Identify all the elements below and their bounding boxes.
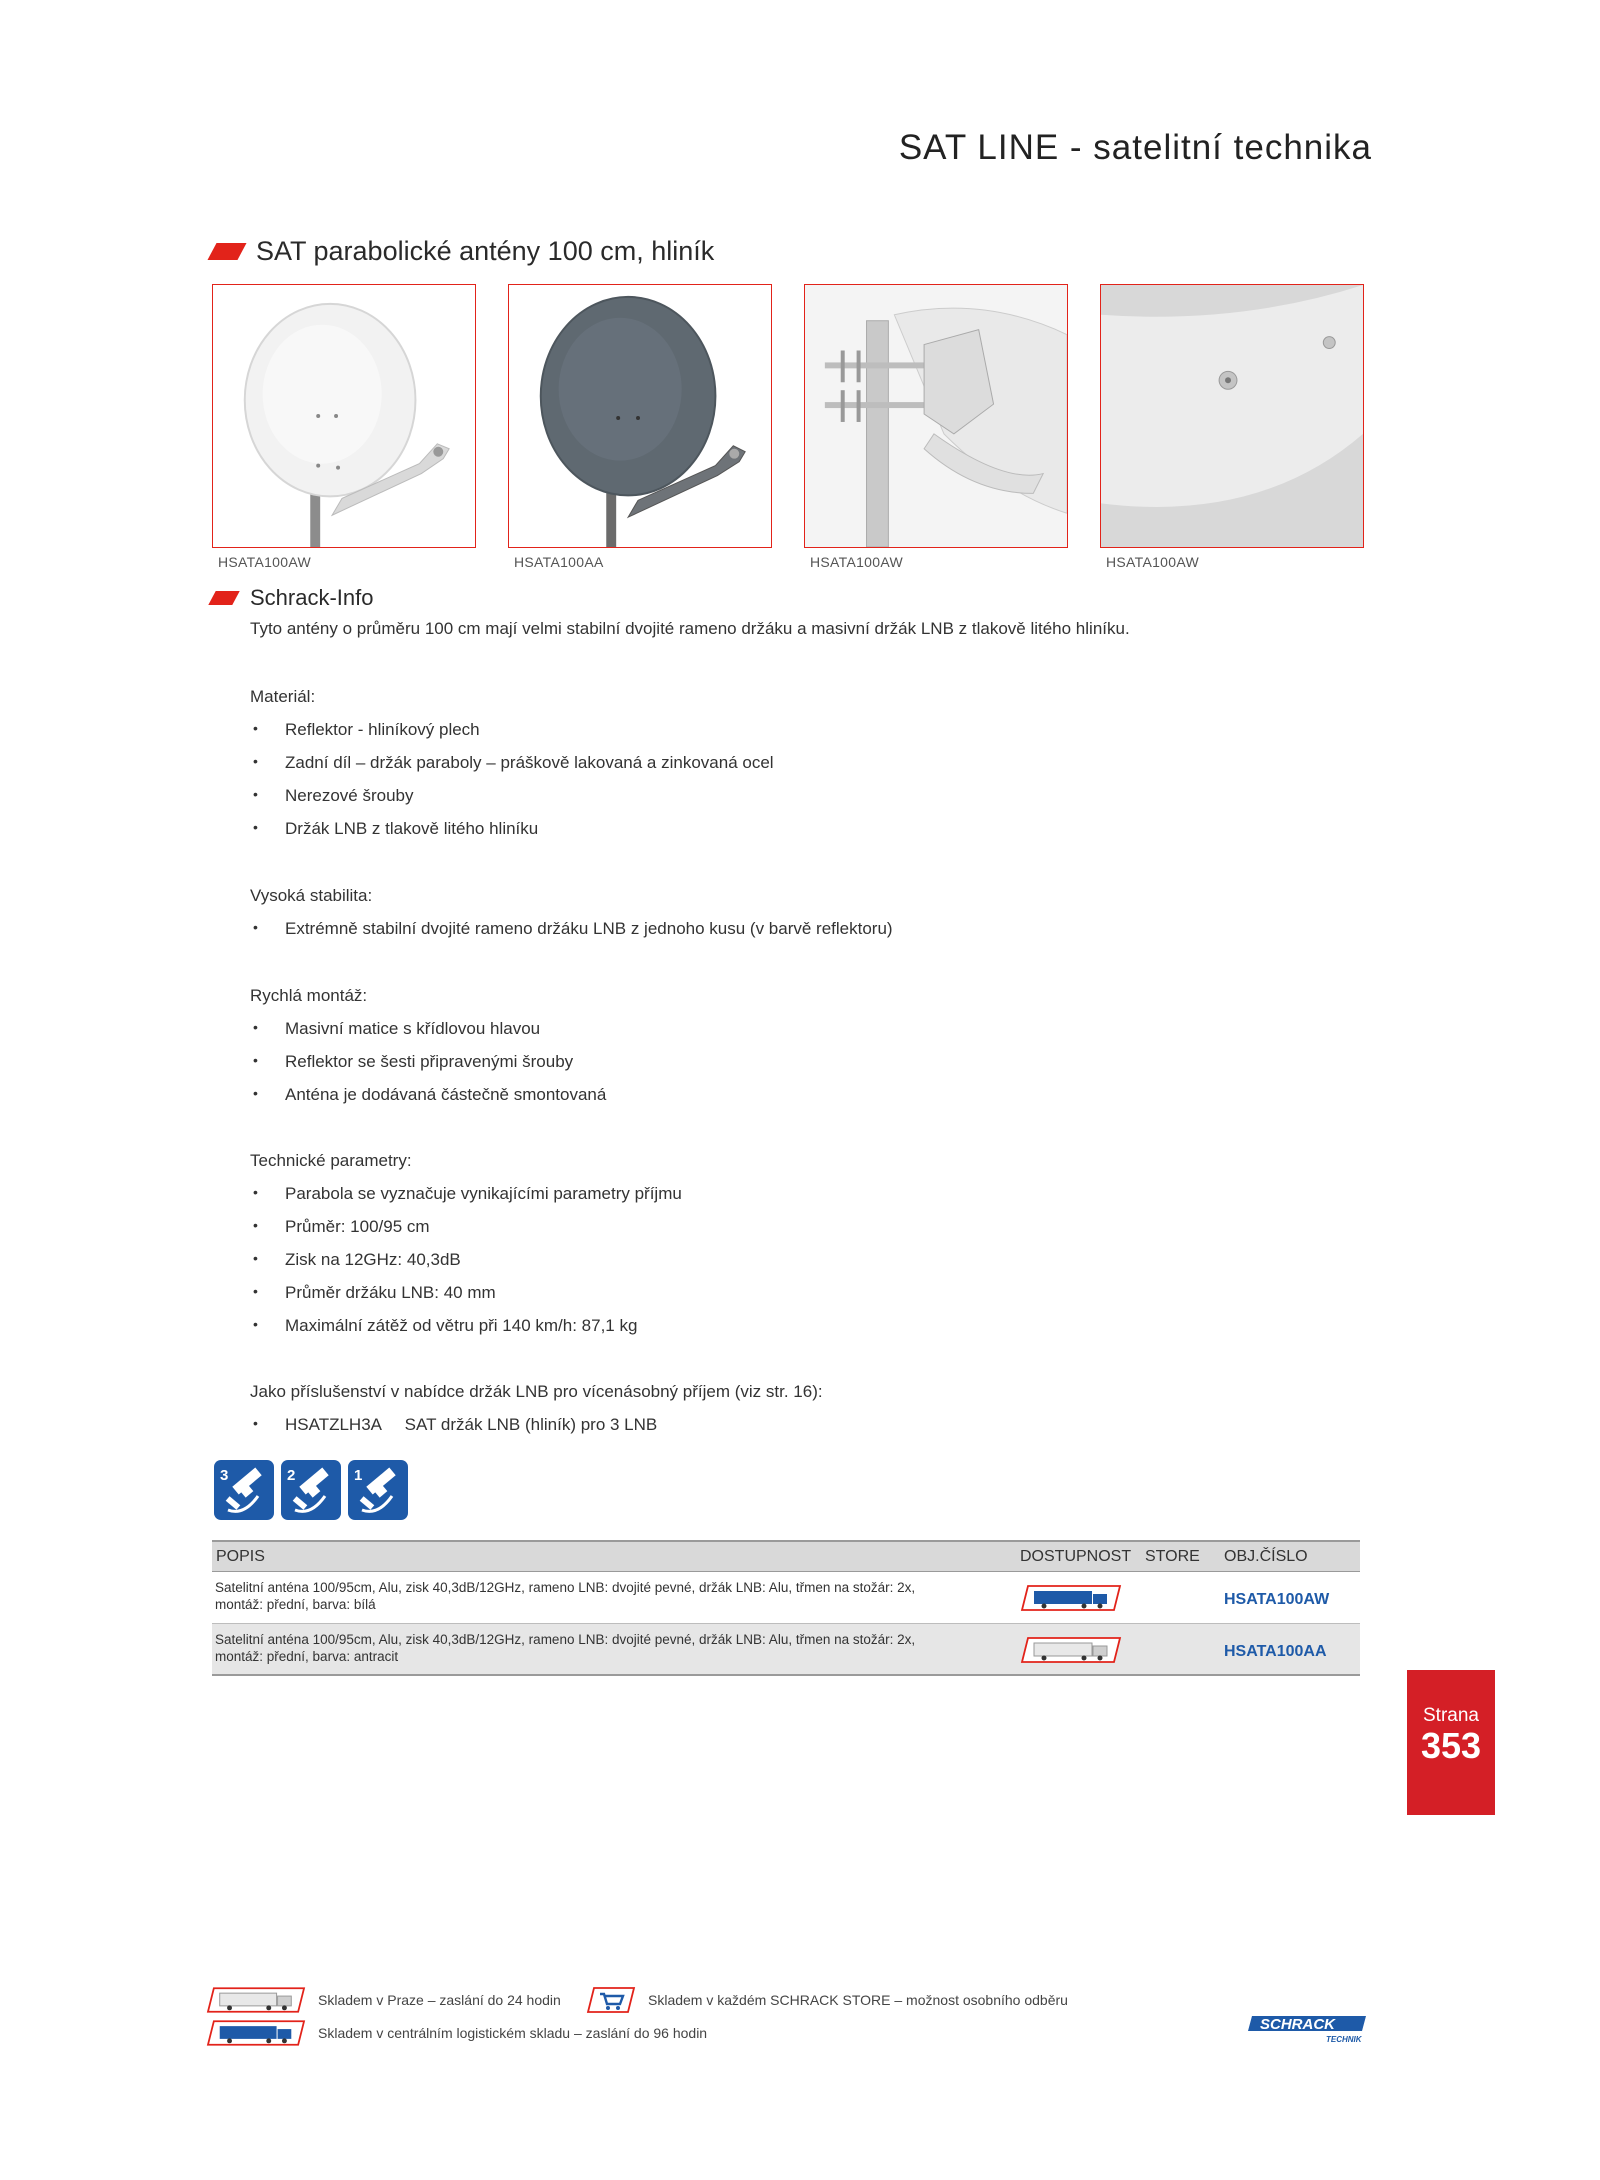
- page-number: 353: [1420, 1725, 1482, 1766]
- central-stock-truck-icon: [206, 2019, 306, 2047]
- shopping-cart-icon: [586, 1986, 636, 2014]
- info-title: Schrack-Info: [250, 585, 374, 610]
- list-item: • Masivní matice s křídlovou hlavou: [253, 1019, 541, 1038]
- section-heading: [212, 236, 714, 267]
- svg-text:2: 2: [287, 1467, 296, 1484]
- table-row[interactable]: [212, 1624, 1360, 1676]
- prague-stock-truck-icon: [1020, 1636, 1122, 1664]
- svg-text:SCHRACK: SCHRACK: [1260, 2016, 1335, 2033]
- legend-central: Skladem v centrálním logistickém skladu – zaslání do 96 hodin: [206, 2019, 707, 2047]
- order-number[interactable]: HSATA100AA: [1224, 1643, 1327, 1660]
- svg-text:1: 1: [354, 1467, 363, 1484]
- red-marker-icon: [208, 591, 239, 605]
- page-label: Strana: [1423, 1705, 1479, 1726]
- list-item: • Držák LNB z tlakově litého hliníku: [253, 819, 539, 838]
- thumb-code: HSATA100AW: [810, 554, 903, 570]
- product-image-anthracite-dish[interactable]: [508, 284, 772, 548]
- legend-store: Skladem v každém SCHRACK STORE – možnost osobního odběru: [586, 1986, 1068, 2014]
- column-header: OBJ.ČÍSLO: [1224, 1548, 1308, 1565]
- table-row[interactable]: [212, 1572, 1360, 1624]
- list-item: • Zadní díl – držák paraboly – práškově lakovaná a zinkovaná ocel: [253, 753, 774, 772]
- list-item: • Průměr držáku LNB: 40 mm: [253, 1283, 496, 1302]
- thumb-code: HSATA100AW: [1106, 554, 1199, 570]
- product-image-screw-detail[interactable]: [1100, 284, 1364, 548]
- satellite-icons: [214, 1460, 408, 1520]
- group-label: Vysoká stabilita:: [250, 886, 373, 905]
- info-heading: [212, 585, 374, 611]
- list-item: • Reflektor - hliníkový plech: [253, 720, 480, 739]
- list-item: • Anténa je dodávaná částečně smontovaná: [253, 1085, 607, 1104]
- central-stock-truck-icon: [1020, 1584, 1122, 1612]
- red-marker-icon: [207, 243, 246, 260]
- row-description: Satelitní anténa 100/95cm, Alu, zisk 40,3dB/12GHz, rameno LNB: dvojité pevné, držák LNB: Alu, třmen na stožár: 2x, montáž: přední, barva: antracit: [215, 1632, 916, 1664]
- column-header: POPIS: [216, 1548, 265, 1565]
- list-item: • Maximální zátěž od větru při 140 km/h: 87,1 kg: [253, 1316, 638, 1335]
- product-image-mount-detail[interactable]: [804, 284, 1068, 548]
- list-item: • Reflektor se šesti připravenými šrouby: [253, 1052, 574, 1071]
- list-item: • Průměr: 100/95 cm: [253, 1217, 430, 1236]
- list-item: • HSATZLH3A SAT držák LNB (hliník) pro 3 LNB: [253, 1415, 658, 1434]
- page-title: SAT LINE - satelitní technika: [898, 128, 1372, 167]
- satellite-1-icon: [348, 1460, 408, 1520]
- list-item: • Parabola se vyznačuje vynikajícími parametry příjmu: [253, 1184, 682, 1203]
- list-item: • Nerezové šrouby: [253, 786, 414, 805]
- schrack-logo: [1240, 2013, 1370, 2052]
- section-title: SAT parabolické antény 100 cm, hliník: [256, 236, 715, 266]
- svg-text:3: 3: [220, 1467, 229, 1484]
- order-number[interactable]: HSATA100AW: [1224, 1591, 1330, 1608]
- list-item: • Zisk na 12GHz: 40,3dB: [253, 1250, 461, 1269]
- group-label: Jako příslušenství v nabídce držák LNB pro vícenásobný příjem (viz str. 16):: [250, 1382, 823, 1401]
- svg-text:TECHNIK: TECHNIK: [1326, 2035, 1362, 2044]
- table-header: [212, 1540, 1360, 1572]
- group-label: Rychlá montáž:: [250, 986, 368, 1005]
- thumb-code: HSATA100AA: [514, 554, 604, 570]
- column-header: DOSTUPNOST: [1020, 1548, 1132, 1565]
- product-gallery: [212, 284, 1362, 574]
- row-description: Satelitní anténa 100/95cm, Alu, zisk 40,3dB/12GHz, rameno LNB: dvojité pevné, držák LNB: Alu, třmen na stožár: 2x, montáž: přední, barva: bílá: [215, 1580, 916, 1612]
- satellite-3-icon: [214, 1460, 274, 1520]
- product-image-white-dish[interactable]: [212, 284, 476, 548]
- column-header: STORE: [1145, 1548, 1200, 1565]
- thumb-code: HSATA100AW: [218, 554, 311, 570]
- legend-praha: Skladem v Praze – zaslání do 24 hodin: [206, 1986, 561, 2014]
- list-item: • Extrémně stabilní dvojité rameno držáku LNB z jednoho kusu (v barvě reflektoru): [253, 919, 893, 938]
- group-label: Technické parametry:: [250, 1151, 412, 1170]
- prague-stock-truck-icon: [206, 1986, 306, 2014]
- info-intro: Tyto antény o průměru 100 cm mají velmi stabilní dvojité rameno držáku a masivní držák LNB z tlakově litého hliníku.: [250, 619, 1130, 638]
- satellite-2-icon: [281, 1460, 341, 1520]
- product-table: [212, 1540, 1360, 1676]
- page-number-tab: [1407, 1670, 1495, 1815]
- group-label: Materiál:: [250, 687, 316, 706]
